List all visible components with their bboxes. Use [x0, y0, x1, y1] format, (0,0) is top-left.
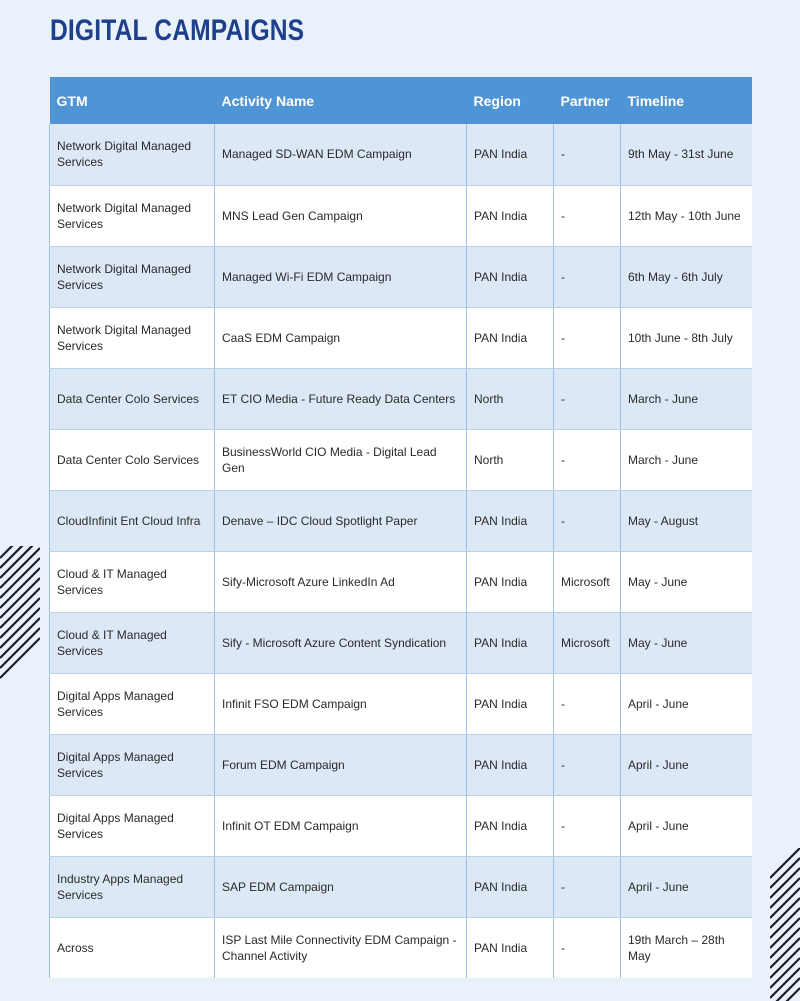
cell-gtm: CloudInfinit Ent Cloud Infra: [50, 490, 215, 551]
cell-partner: Microsoft: [554, 612, 621, 673]
cell-gtm: Cloud & IT Managed Services: [50, 551, 215, 612]
cell-timeline: 19th March – 28th May: [628, 932, 725, 963]
cell-partner: -: [554, 856, 621, 917]
table-header: [50, 77, 752, 124]
cell-activity-name: SAP EDM Campaign: [215, 856, 467, 917]
cell-activity-name: Infinit FSO EDM Campaign: [215, 673, 467, 734]
header-region: Region: [473, 92, 521, 109]
header-row: [50, 77, 752, 124]
cell-gtm: Industry Apps Managed Services: [50, 856, 215, 917]
cell-partner: -: [554, 795, 621, 856]
cell-region: PAN India: [467, 734, 554, 795]
cell-gtm: Network Digital Managed Services: [50, 185, 215, 246]
cell-activity-name: CaaS EDM Campaign: [215, 307, 467, 368]
cell-region: PAN India: [467, 307, 554, 368]
table-row: [50, 307, 752, 368]
header-partner: Partner: [560, 92, 610, 109]
cell-timeline: April - June: [621, 734, 752, 795]
cell-gtm: Across: [50, 917, 215, 978]
cell-gtm: Cloud & IT Managed Services: [50, 612, 215, 673]
cell-activity-name: Sify - Microsoft Azure Content Syndication: [215, 612, 467, 673]
cell-gtm: Digital Apps Managed Services: [50, 795, 215, 856]
cell-timeline: March - June: [621, 429, 752, 490]
cell-region: PAN India: [467, 795, 554, 856]
table-body: [50, 124, 752, 978]
cell-activity-name: MNS Lead Gen Campaign: [215, 185, 467, 246]
cell-gtm: Data Center Colo Services: [50, 368, 215, 429]
cell-region: PAN India: [467, 917, 554, 978]
header-gtm: GTM: [56, 92, 88, 109]
cell-activity-name: Managed Wi-Fi EDM Campaign: [215, 246, 467, 307]
table-row: [50, 368, 752, 429]
cell-timeline: May - June: [621, 612, 752, 673]
cell-activity-name: Managed SD-WAN EDM Campaign: [215, 124, 467, 185]
table-row: [50, 429, 752, 490]
table-row: [50, 612, 752, 673]
campaigns-table: [49, 77, 752, 978]
decorative-stripes-right: [770, 848, 800, 1001]
cell-timeline: March - June: [621, 368, 752, 429]
cell-activity-name: BusinessWorld CIO Media - Digital Lead Gen: [215, 429, 467, 490]
table-row: [50, 185, 752, 246]
cell-region: PAN India: [467, 185, 554, 246]
table-row: [50, 551, 752, 612]
cell-activity-name: ET CIO Media - Future Ready Data Centers: [215, 368, 467, 429]
cell-region: North: [467, 368, 554, 429]
table-row: [50, 490, 752, 551]
cell-timeline: 6th May - 6th July: [621, 246, 752, 307]
cell-partner: -: [554, 429, 621, 490]
cell-timeline: April - June: [621, 795, 752, 856]
table-row: [50, 856, 752, 917]
cell-partner: -: [554, 490, 621, 551]
cell-region: PAN India: [467, 490, 554, 551]
table-row: [50, 734, 752, 795]
cell-region: PAN India: [467, 673, 554, 734]
cell-partner: -: [554, 368, 621, 429]
table-row: [50, 673, 752, 734]
cell-partner: -: [554, 124, 621, 185]
cell-timeline: April - June: [621, 673, 752, 734]
cell-region: PAN India: [467, 551, 554, 612]
cell-activity-name: ISP Last Mile Connectivity EDM Campaign - Channel Activity: [215, 917, 467, 978]
table-row: [50, 124, 752, 185]
cell-region: PAN India: [467, 856, 554, 917]
cell-activity-name: Infinit OT EDM Campaign: [215, 795, 467, 856]
cell-partner: -: [554, 734, 621, 795]
cell-timeline: 9th May - 31st June: [621, 124, 752, 185]
cell-timeline: April - June: [621, 856, 752, 917]
cell-timeline: May - August: [621, 490, 752, 551]
table-row: [50, 246, 752, 307]
cell-activity-name: Forum EDM Campaign: [215, 734, 467, 795]
page-title: DIGITAL CAMPAIGNS: [50, 14, 305, 47]
cell-region: PAN India: [467, 612, 554, 673]
decorative-stripes-left: [0, 546, 40, 686]
cell-gtm: Data Center Colo Services: [50, 429, 215, 490]
cell-region: PAN India: [467, 124, 554, 185]
cell-partner: -: [554, 917, 621, 978]
header-activity-name: Activity Name: [221, 92, 315, 109]
cell-timeline: May - June: [621, 551, 752, 612]
cell-partner: -: [554, 673, 621, 734]
cell-timeline: 10th June - 8th July: [621, 307, 752, 368]
cell-gtm: Network Digital Managed Services: [50, 246, 215, 307]
cell-activity-name: Denave – IDC Cloud Spotlight Paper: [215, 490, 467, 551]
cell-gtm: Digital Apps Managed Services: [50, 673, 215, 734]
cell-partner: -: [554, 307, 621, 368]
table-row: [50, 917, 752, 978]
header-timeline: Timeline: [627, 92, 685, 109]
cell-gtm: Network Digital Managed Services: [50, 307, 215, 368]
cell-partner: -: [554, 185, 621, 246]
cell-region: North: [467, 429, 554, 490]
cell-region: PAN India: [467, 246, 554, 307]
table-row: [50, 795, 752, 856]
cell-gtm: Digital Apps Managed Services: [50, 734, 215, 795]
cell-gtm: Network Digital Managed Services: [50, 124, 215, 185]
cell-activity-name: Sify-Microsoft Azure LinkedIn Ad: [215, 551, 467, 612]
cell-partner: -: [554, 246, 621, 307]
cell-timeline: 12th May - 10th June: [621, 185, 752, 246]
cell-partner: Microsoft: [554, 551, 621, 612]
